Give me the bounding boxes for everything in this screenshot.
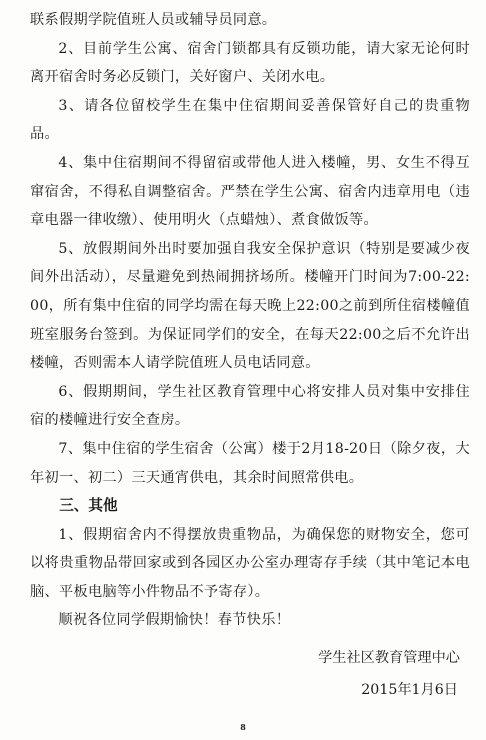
section-heading: 三、其他: [59, 497, 118, 515]
paragraph-continuation: 联系假期学院值班人员或辅导员同意。: [30, 12, 277, 28]
paragraph-item-2: 2、目前学生公寓、宿舍门锁都具有反锁功能，请大家无论何时离开宿舍时务必反锁门，关好窗户、关闭水电。: [30, 40, 470, 86]
paragraph-item-5: 5、放假期间外出时要加强自我安全保护意识（特别是要减少夜间外出活动），尽量避免到热闹拥挤场所。楼幢开门时间为7:00-22:00，所有集中住宿的同学均需在每天晚上22:00之前到所住宿楼幢值班室服务台签到。为保证同学们的安全，在每天22:00之后不允许出楼幢，否则需本人请学院值班人员电话同意。: [30, 240, 470, 372]
closing-greeting: 顺祝各位同学假期愉快！春节快乐！: [58, 612, 291, 629]
paragraph-item-7: 7、集中住宿的学生宿舍（公寓）楼于2月18-20日（除夕夜，大年初一、初二）三天通宵供电，其余时间照常供电。: [30, 440, 470, 486]
signature-date: 2015年1月6日: [361, 682, 458, 698]
document-body: [30, 6, 470, 635]
paragraph-item-6: 6、假期期间，学生社区教育管理中心将安排人员对集中安排住宿的楼幢进行安全查房。: [30, 383, 470, 429]
page-number: 8: [240, 722, 246, 732]
paragraph-other-1: 1、假期宿舍内不得摆放贵重物品，为确保您的财物安全，您可以将贵重物品带回家或到各园区办公室办理寄存手续（其中笔记本电脑、平板电脑等小件物品不予寄存）。: [30, 526, 470, 600]
paragraph-item-4: 4、集中住宿期间不得留宿或带他人进入楼幢，男、女生不得互窜宿舍，不得私自调整宿舍。严禁在学生公寓、宿舍内违章用电（违章电器一律收缴）、使用明火（点蜡烛）、煮食做饭等。: [30, 154, 470, 229]
paragraph-item-3: 3、请各位留校学生在集中住宿期间妥善保管好自己的贵重物品。: [30, 97, 470, 143]
signature-organization: 学生社区教育管理中心: [318, 650, 460, 666]
